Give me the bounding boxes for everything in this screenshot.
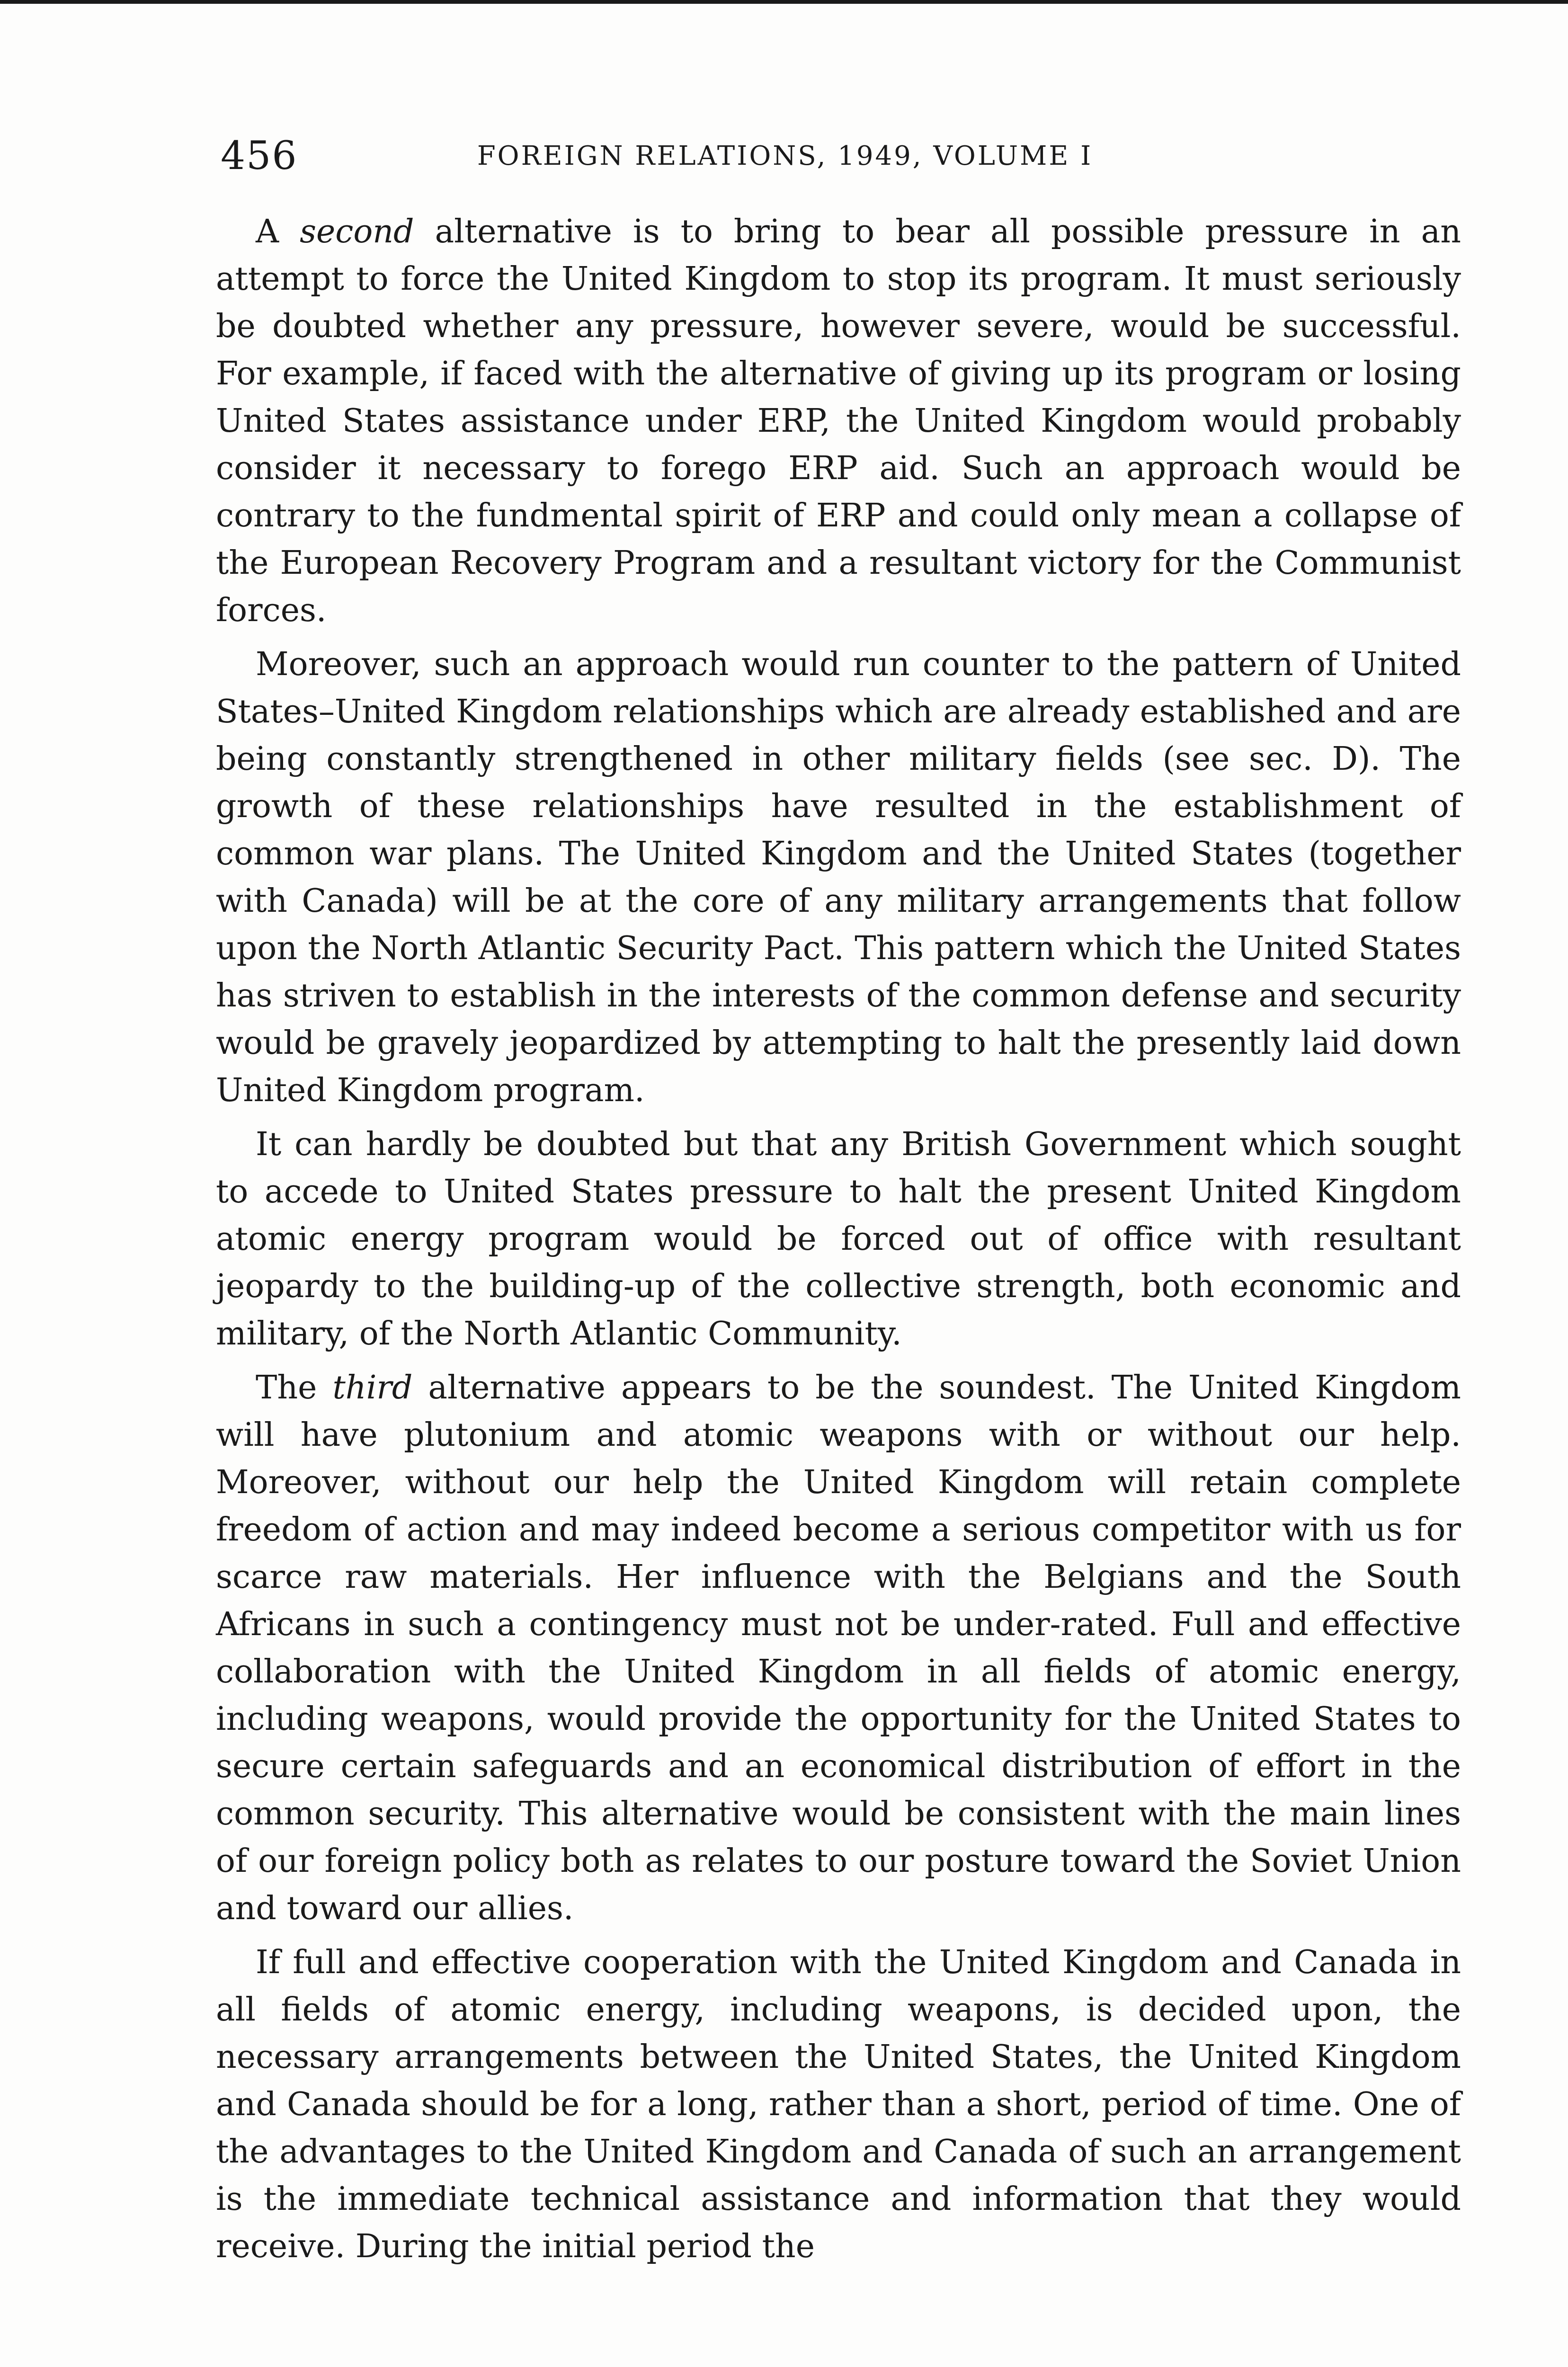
running-title: FOREIGN RELATIONS, 1949, VOLUME I xyxy=(477,141,1093,171)
paragraph-text: alternative is to bring to bear all possible pressure in an attempt to force the United Kingdom to stop its program. It must seriously be doubted whether any pressure, however severe, would be successful. For example, if faced with the alternative of giving up its program or losing United States assistance under ERP, the United Kingdom would probably consider it necessary to forego ERP aid. Such an approach would be contrary to the fundmental spirit of ERP and could only mean a collapse of the European Recovery Program and a resultant victory for the Communist forces. xyxy=(216,213,1461,629)
paragraph-lead: The xyxy=(256,1369,333,1406)
running-head xyxy=(221,128,1349,185)
emphasis-third: third xyxy=(332,1369,413,1406)
paragraph-lead: A xyxy=(256,213,300,250)
paragraph-third-alternative xyxy=(216,1364,1461,1932)
page-number: 456 xyxy=(221,133,298,178)
body-text xyxy=(216,208,1461,2277)
paragraph-text: alternative appears to be the soundest. The United Kingdom will have plutonium and atomic weapons with or without our help. Moreover, without our help the United Kingdom will retain complete freedom of action and may indeed become a serious competitor with us for scarce raw materials. Her influence with the Belgians and the South Africans in such a contingency must not be under-rated. Full and effective collaboration with the United Kingdom in all fields of atomic energy, including weapons, would provide the opportunity for the United States to secure certain safeguards and an economical distribution of effort in the common security. This alternative would be consistent with the main lines of our foreign policy both as relates to our posture toward the Soviet Union and toward our allies. xyxy=(216,1369,1461,1927)
paragraph-british-government xyxy=(216,1121,1461,1358)
emphasis-second: second xyxy=(300,213,414,250)
paragraph-second-alternative xyxy=(216,208,1461,634)
paragraph-text: It can hardly be doubted but that any British Government which sought to accede to United States pressure to halt the present United Kingdom atomic energy program would be forced out of office with resultant jeopardy to the building-up of the collective strength, both economic and military, of the North Atlantic Community. xyxy=(216,1126,1461,1353)
paragraph-moreover xyxy=(216,641,1461,1114)
top-border-rule xyxy=(0,0,1568,4)
paragraph-text: Moreover, such an approach would run counter to the pattern of United States–United Kingdom relationships which are already established and are being constantly strengthened in other military fields (see sec. D). The growth of these relationships have resulted in the establishment of common war plans. The United Kingdom and the United States (together with Canada) will be at the core of any military arrangements that follow upon the North Atlantic Security Pact. This pattern which the United States has striven to establish in the interests of the common defense and security would be gravely jeopardized by attempting to halt the presently laid down United Kingdom program. xyxy=(216,646,1461,1109)
paragraph-cooperation xyxy=(216,1939,1461,2270)
paragraph-text: If full and effective cooperation with the United Kingdom and Canada in all fields of atomic energy, including weapons, is decided upon, the necessary arrangements between the United States, the United Kingdom and Canada should be for a long, rather than a short, period of time. One of the advantages to the United Kingdom and Canada of such an arrangement is the immediate technical assistance and information that they would receive. During the initial period the xyxy=(216,1944,1461,2265)
